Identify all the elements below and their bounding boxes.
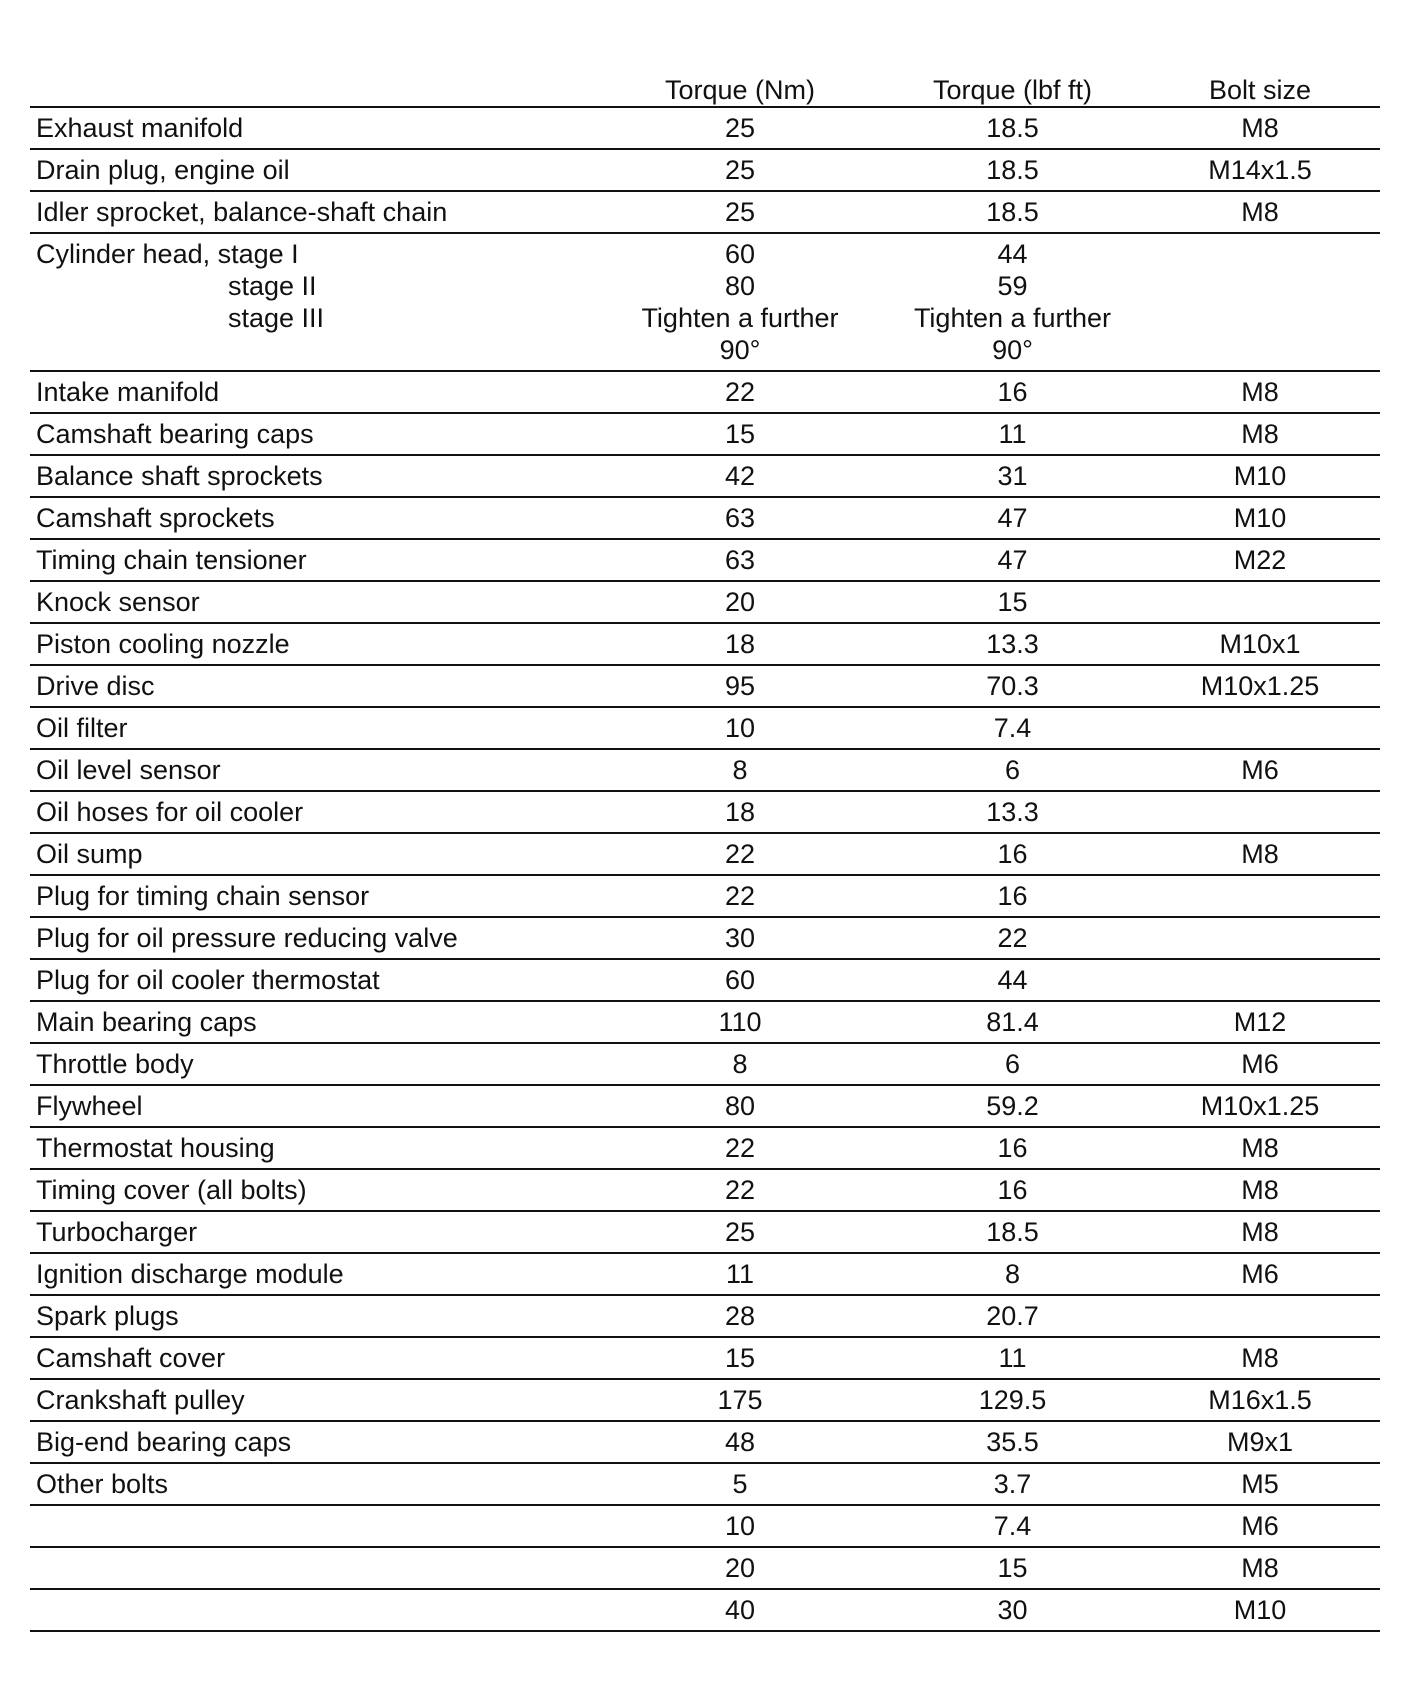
torque-lbf-cell: 13.3 <box>885 791 1140 833</box>
table-body <box>30 107 1380 1631</box>
table-row <box>30 1169 1380 1211</box>
torque-nm-value: 60 <box>724 239 756 269</box>
table-row <box>30 1253 1380 1295</box>
component-name-cell: Plug for oil pressure reducing valve <box>30 917 595 959</box>
torque-nm-cell: 175 <box>595 1379 885 1421</box>
torque-lbf-cell: 18.5 <box>885 1211 1140 1253</box>
bolt-size-cell: M8 <box>1140 107 1380 149</box>
component-name-cell: Thermostat housing <box>30 1127 595 1169</box>
component-name-cell: Oil sump <box>30 833 595 875</box>
torque-nm-cell: 22 <box>595 1127 885 1169</box>
table-row <box>30 581 1380 623</box>
torque-lbf-cell: 129.5 <box>885 1379 1140 1421</box>
component-name-cell: Ignition discharge module <box>30 1253 595 1295</box>
component-name: Cylinder head, stage I <box>36 239 299 269</box>
torque-lbf-cell: 15 <box>885 1547 1140 1589</box>
torque-lbf-cell: 15 <box>885 581 1140 623</box>
bolt-size-cell: M8 <box>1140 1127 1380 1169</box>
stage-label: stage II <box>228 271 317 301</box>
torque-nm-cell: 11 <box>595 1253 885 1295</box>
table-row <box>30 1211 1380 1253</box>
bolt-size-cell: M8 <box>1140 1211 1380 1253</box>
torque-lbf-value: 90° <box>992 335 1033 365</box>
component-name-cell: Camshaft sprockets <box>30 497 595 539</box>
torque-lbf-cell: 18.5 <box>885 107 1140 149</box>
component-name-cell <box>30 233 595 371</box>
table-row <box>30 833 1380 875</box>
torque-nm-cell: 80 <box>595 1085 885 1127</box>
torque-nm-cell: 25 <box>595 191 885 233</box>
table-row <box>30 371 1380 413</box>
torque-nm-cell: 8 <box>595 1043 885 1085</box>
table-row <box>30 149 1380 191</box>
header-torque-lbf: Torque (lbf ft) <box>885 70 1140 107</box>
torque-nm-cell: 22 <box>595 1169 885 1211</box>
torque-nm-cell: 22 <box>595 371 885 413</box>
bolt-size-value <box>1140 238 1380 270</box>
torque-lbf-cell: 13.3 <box>885 623 1140 665</box>
torque-lbf-cell: 22 <box>885 917 1140 959</box>
torque-lbf-cell: 3.7 <box>885 1463 1140 1505</box>
bolt-size-cell: M9x1 <box>1140 1421 1380 1463</box>
component-name-cell: Plug for oil cooler thermostat <box>30 959 595 1001</box>
component-name-cell: Knock sensor <box>30 581 595 623</box>
bolt-size-cell: M6 <box>1140 1253 1380 1295</box>
torque-nm-cell <box>595 233 885 371</box>
bolt-size-cell <box>1140 1295 1380 1337</box>
component-name-cell: Spark plugs <box>30 1295 595 1337</box>
bolt-size-cell: M14x1.5 <box>1140 149 1380 191</box>
bolt-size-cell: M8 <box>1140 1337 1380 1379</box>
torque-nm-cell: 60 <box>595 959 885 1001</box>
table-row <box>30 1085 1380 1127</box>
table-row <box>30 623 1380 665</box>
component-name-cell: Other bolts <box>30 1463 595 1505</box>
torque-lbf-cell: 6 <box>885 1043 1140 1085</box>
torque-nm-cell: 18 <box>595 623 885 665</box>
torque-spec-table <box>30 70 1380 1632</box>
torque-lbf-cell: 16 <box>885 875 1140 917</box>
table-row <box>30 1295 1380 1337</box>
table-row <box>30 749 1380 791</box>
bolt-size-cell: M10x1.25 <box>1140 665 1380 707</box>
bolt-size-cell <box>1140 581 1380 623</box>
torque-nm-cell: 20 <box>595 581 885 623</box>
component-name-cell: Flywheel <box>30 1085 595 1127</box>
bolt-size-cell: M8 <box>1140 413 1380 455</box>
torque-nm-cell: 25 <box>595 107 885 149</box>
component-name-cell: Drain plug, engine oil <box>30 149 595 191</box>
table-row <box>30 1421 1380 1463</box>
torque-nm-value: 80 <box>724 271 756 301</box>
torque-lbf-cell: 16 <box>885 833 1140 875</box>
torque-lbf-cell: 8 <box>885 1253 1140 1295</box>
bolt-size-cell <box>1140 791 1380 833</box>
table-row <box>30 1043 1380 1085</box>
bolt-size-cell: M10 <box>1140 455 1380 497</box>
torque-nm-cell: 15 <box>595 413 885 455</box>
torque-nm-cell: 63 <box>595 497 885 539</box>
torque-nm-value: 90° <box>719 335 761 365</box>
component-name-cell: Crankshaft pulley <box>30 1379 595 1421</box>
torque-nm-cell: 25 <box>595 149 885 191</box>
torque-lbf-cell: 31 <box>885 455 1140 497</box>
torque-nm-cell: 110 <box>595 1001 885 1043</box>
bolt-size-cell <box>1140 917 1380 959</box>
bolt-size-cell <box>1140 959 1380 1001</box>
component-name-cell: Idler sprocket, balance-shaft chain <box>30 191 595 233</box>
torque-lbf-cell: 44 <box>885 959 1140 1001</box>
bolt-size-cell: M10x1.25 <box>1140 1085 1380 1127</box>
torque-nm-cell: 30 <box>595 917 885 959</box>
torque-nm-cell: 5 <box>595 1463 885 1505</box>
torque-lbf-cell <box>885 233 1140 371</box>
bolt-size-cell <box>1140 707 1380 749</box>
torque-lbf-cell: 35.5 <box>885 1421 1140 1463</box>
torque-nm-cell: 10 <box>595 1505 885 1547</box>
torque-lbf-cell: 81.4 <box>885 1001 1140 1043</box>
torque-spec-page <box>30 70 1380 1632</box>
torque-lbf-value: 44 <box>997 239 1028 269</box>
torque-nm-cell: 20 <box>595 1547 885 1589</box>
component-name-cell: Timing cover (all bolts) <box>30 1169 595 1211</box>
torque-lbf-cell: 18.5 <box>885 149 1140 191</box>
component-name-cell: Exhaust manifold <box>30 107 595 149</box>
component-name-cell: Drive disc <box>30 665 595 707</box>
torque-lbf-cell: 16 <box>885 1127 1140 1169</box>
bolt-size-cell: M5 <box>1140 1463 1380 1505</box>
component-name-cell: Camshaft cover <box>30 1337 595 1379</box>
bolt-size-cell: M8 <box>1140 833 1380 875</box>
component-name-cell: Big-end bearing caps <box>30 1421 595 1463</box>
component-name-cell: Plug for timing chain sensor <box>30 875 595 917</box>
torque-nm-cell: 42 <box>595 455 885 497</box>
torque-lbf-value: 59 <box>997 271 1028 301</box>
torque-lbf-cell: 20.7 <box>885 1295 1140 1337</box>
component-name-cell: Balance shaft sprockets <box>30 455 595 497</box>
bolt-size-cell: M10 <box>1140 1589 1380 1631</box>
table-row <box>30 1127 1380 1169</box>
table-row <box>30 1589 1380 1631</box>
header-torque-nm: Torque (Nm) <box>595 70 885 107</box>
torque-lbf-cell: 7.4 <box>885 707 1140 749</box>
bolt-size-cell: M8 <box>1140 1547 1380 1589</box>
component-name-cell: Timing chain tensioner <box>30 539 595 581</box>
bolt-size-cell: M8 <box>1140 1169 1380 1211</box>
table-row <box>30 1001 1380 1043</box>
table-row <box>30 1505 1380 1547</box>
bolt-size-cell <box>1140 875 1380 917</box>
bolt-size-cell: M10 <box>1140 497 1380 539</box>
torque-nm-cell: 95 <box>595 665 885 707</box>
component-name-cell: Main bearing caps <box>30 1001 595 1043</box>
table-row <box>30 959 1380 1001</box>
table-row <box>30 107 1380 149</box>
torque-nm-cell: 25 <box>595 1211 885 1253</box>
torque-nm-cell: 22 <box>595 833 885 875</box>
table-row <box>30 539 1380 581</box>
table-row <box>30 1463 1380 1505</box>
torque-nm-cell: 48 <box>595 1421 885 1463</box>
table-header-row <box>30 70 1380 107</box>
torque-lbf-cell: 30 <box>885 1589 1140 1631</box>
torque-lbf-cell: 16 <box>885 371 1140 413</box>
table-row <box>30 191 1380 233</box>
torque-nm-cell: 10 <box>595 707 885 749</box>
table-row <box>30 497 1380 539</box>
component-name-cell <box>30 1505 595 1547</box>
header-item <box>30 70 595 107</box>
component-name-cell <box>30 1589 595 1631</box>
torque-nm-cell: 40 <box>595 1589 885 1631</box>
component-name-cell: Oil filter <box>30 707 595 749</box>
table-row <box>30 707 1380 749</box>
component-name-cell: Intake manifold <box>30 371 595 413</box>
component-name-cell: Oil hoses for oil cooler <box>30 791 595 833</box>
bolt-size-cell: M10x1 <box>1140 623 1380 665</box>
component-name-cell: Throttle body <box>30 1043 595 1085</box>
torque-lbf-cell: 18.5 <box>885 191 1140 233</box>
component-name-cell: Oil level sensor <box>30 749 595 791</box>
component-name-cell: Turbocharger <box>30 1211 595 1253</box>
table-row <box>30 875 1380 917</box>
table-row <box>30 665 1380 707</box>
torque-lbf-cell: 70.3 <box>885 665 1140 707</box>
torque-nm-value: Tighten a further <box>641 303 839 333</box>
torque-nm-cell: 28 <box>595 1295 885 1337</box>
torque-lbf-cell: 6 <box>885 749 1140 791</box>
stage-label: stage III <box>228 303 325 333</box>
torque-lbf-cell: 11 <box>885 1337 1140 1379</box>
torque-nm-cell: 18 <box>595 791 885 833</box>
table-row <box>30 1337 1380 1379</box>
component-name-cell <box>30 1547 595 1589</box>
bolt-size-cell: M16x1.5 <box>1140 1379 1380 1421</box>
table-row <box>30 233 1380 371</box>
bolt-size-cell: M22 <box>1140 539 1380 581</box>
torque-nm-cell: 15 <box>595 1337 885 1379</box>
bolt-size-cell: M12 <box>1140 1001 1380 1043</box>
bolt-size-cell: M8 <box>1140 191 1380 233</box>
torque-lbf-cell: 16 <box>885 1169 1140 1211</box>
table-row <box>30 455 1380 497</box>
table-row <box>30 917 1380 959</box>
torque-nm-cell: 22 <box>595 875 885 917</box>
bolt-size-cell: M8 <box>1140 371 1380 413</box>
torque-lbf-cell: 59.2 <box>885 1085 1140 1127</box>
table-row <box>30 1379 1380 1421</box>
table-row <box>30 413 1380 455</box>
torque-lbf-cell: 47 <box>885 539 1140 581</box>
bolt-size-cell: M6 <box>1140 1043 1380 1085</box>
bolt-size-cell: M6 <box>1140 749 1380 791</box>
bolt-size-cell: M6 <box>1140 1505 1380 1547</box>
component-name-cell: Camshaft bearing caps <box>30 413 595 455</box>
bolt-size-cell <box>1140 233 1380 371</box>
header-bolt-size: Bolt size <box>1140 70 1380 107</box>
table-row <box>30 1547 1380 1589</box>
torque-lbf-value: Tighten a further <box>913 303 1112 333</box>
torque-lbf-cell: 11 <box>885 413 1140 455</box>
component-name-cell: Piston cooling nozzle <box>30 623 595 665</box>
torque-lbf-cell: 7.4 <box>885 1505 1140 1547</box>
table-row <box>30 791 1380 833</box>
torque-nm-cell: 8 <box>595 749 885 791</box>
torque-nm-cell: 63 <box>595 539 885 581</box>
torque-lbf-cell: 47 <box>885 497 1140 539</box>
